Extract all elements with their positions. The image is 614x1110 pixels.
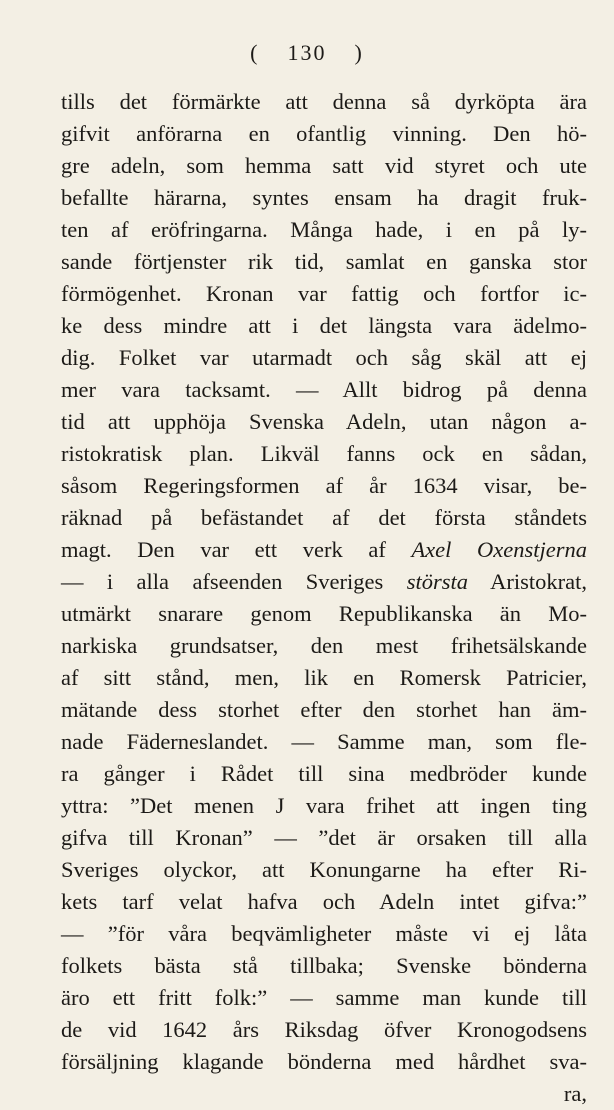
text-line: folkets bästa stå tillbaka; Svenske bönderna: [61, 953, 587, 978]
text-line: tid att upphöja Svenska Adeln, utan någon a-: [61, 409, 587, 434]
page-header: [0, 40, 614, 66]
text-line: de vid 1642 års Riksdag öfver Kronogodsens: [61, 1017, 587, 1042]
catchword: ra,: [563, 1081, 587, 1106]
text-line: ristokratisk plan. Likväl fanns ock en sådan,: [61, 441, 587, 466]
text-line: äro ett fritt folk:” — samme man kunde till: [61, 985, 587, 1010]
page-number-close-paren: ): [354, 40, 364, 65]
italic-text: största: [406, 569, 468, 594]
text-line: försäljning klagande bönderna med hårdhet sva-: [61, 1049, 587, 1074]
text-line: räknad på befästandet af det första ståndets: [61, 505, 587, 530]
page-body-text: [61, 86, 587, 1110]
text-line: nade Fäderneslandet. — Samme man, som fle-: [61, 729, 587, 754]
page-number: 130: [287, 40, 327, 65]
text-line: mätande dess storhet efter den storhet han äm-: [61, 697, 587, 722]
text-line: dig. Folket var utarmadt och såg skäl att ej: [61, 345, 587, 370]
text-line: sande förtjenster rik tid, samlat en ganska stor: [61, 249, 587, 274]
text-line: magt. Den var ett verk af Axel Oxenstjerna: [61, 537, 587, 562]
text-line: utmärkt snarare genom Republikanska än Mo-: [61, 601, 587, 626]
text-line: ke dess mindre att i det längsta vara ädelmo-: [61, 313, 587, 338]
text-line: gifva till Kronan” — ”det är orsaken till alla: [61, 825, 587, 850]
text-line: narkiska grundsatser, den mest frihetsälskande: [61, 633, 587, 658]
text-line: gre adeln, som hemma satt vid styret och ute: [61, 153, 587, 178]
text-line: kets tarf velat hafva och Adeln intet gifva:”: [61, 889, 587, 914]
text-line: af sitt stånd, men, lik en Romersk Patricier,: [61, 665, 587, 690]
text-line: mer vara tacksamt. — Allt bidrog på denna: [61, 377, 587, 402]
italic-text: Axel Oxenstjerna: [411, 537, 587, 562]
text-line: såsom Regeringsformen af år 1634 visar, be-: [61, 473, 587, 498]
text-line: befallte härarna, syntes ensam ha dragit fruk-: [61, 185, 587, 210]
page-number-open-paren: (: [250, 40, 260, 65]
text-line: Sveriges olyckor, att Konungarne ha efter Ri-: [61, 857, 587, 882]
text-line: tills det förmärkte att denna så dyrköpta ära: [61, 89, 587, 114]
text-line: — ”för våra beqvämligheter måste vi ej låta: [61, 921, 587, 946]
text-line: yttra: ”Det menen J vara frihet att ingen ting: [61, 793, 587, 818]
text-line: ten af eröfringarna. Många hade, i en på ly-: [61, 217, 587, 242]
text-line: — i alla afseenden Sveriges största Aristokrat,: [61, 569, 587, 594]
text-line: gifvit anförarna en ofantlig vinning. Den hö-: [61, 121, 587, 146]
text-line: ra gånger i Rådet till sina medbröder kunde: [61, 761, 587, 786]
text-line: förmögenhet. Kronan var fattig och fortfor ic-: [61, 281, 587, 306]
